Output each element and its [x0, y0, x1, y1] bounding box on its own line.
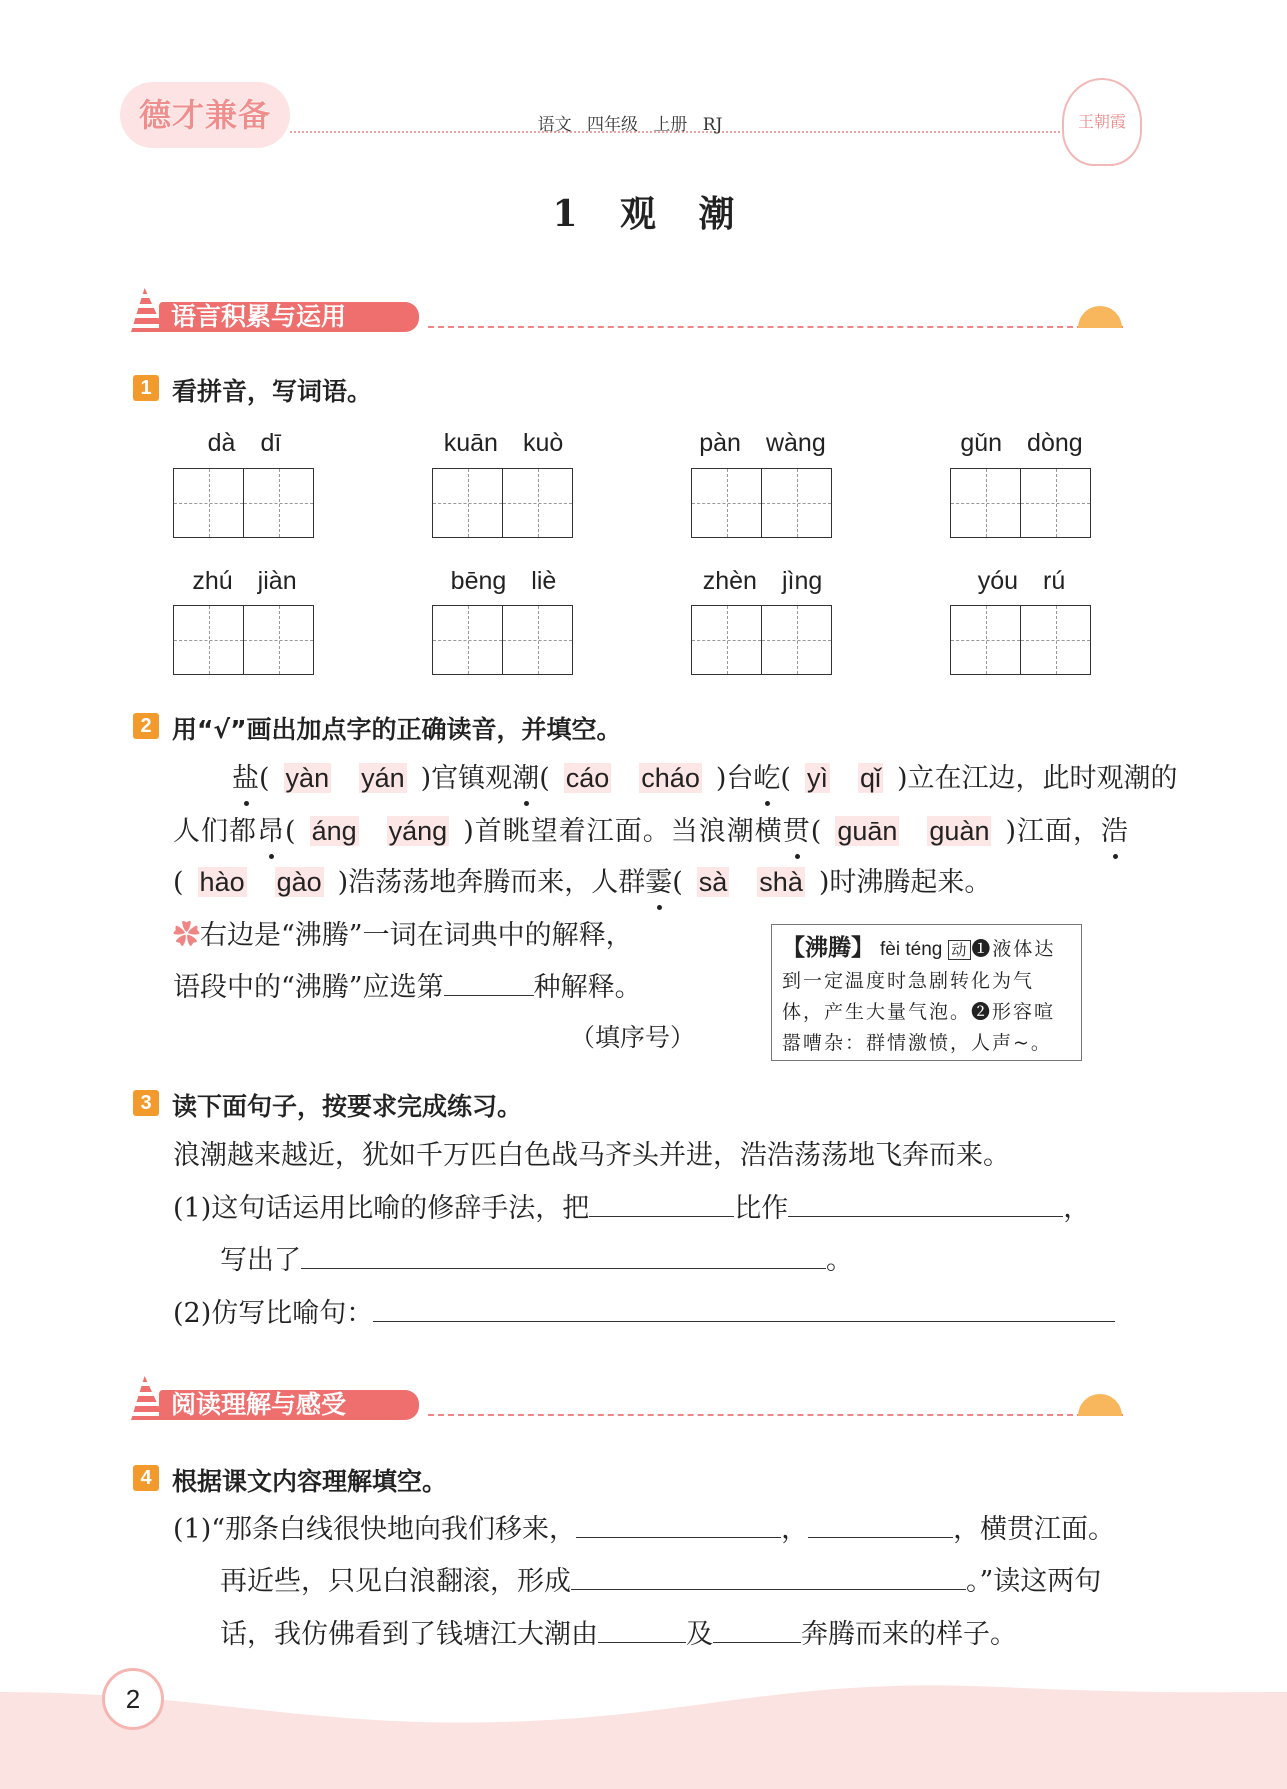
- answer-blank[interactable]: [808, 1511, 953, 1538]
- passage-text: (: [672, 867, 683, 898]
- dotted-character: 贯: [782, 816, 811, 847]
- pinyin-option[interactable]: yàn: [285, 763, 330, 793]
- dict-def-number: ❷: [971, 1001, 993, 1023]
- seal-logo: 王朝霞: [1062, 78, 1142, 166]
- brand-logo: 德才兼备: [120, 82, 290, 148]
- pinyin-label: kuān kuò: [443, 429, 564, 457]
- section-divider: [428, 326, 1123, 328]
- grid-cell[interactable]: [433, 606, 503, 674]
- sub-question-text: ，: [1063, 1193, 1091, 1224]
- sub-question-2: [173, 1295, 1115, 1332]
- pinyin-label: gǔn dòng: [960, 429, 1083, 457]
- answer-blank[interactable]: [788, 1190, 1063, 1217]
- sub-question-text: 。”读这两句: [966, 1566, 1102, 1597]
- pinyin-option[interactable]: cáo: [565, 763, 610, 793]
- pinyin-option[interactable]: guān: [837, 816, 898, 846]
- section-banner-2: [131, 1384, 423, 1420]
- dotted-character: 屹: [753, 763, 781, 794]
- dict-def-number: ❶: [971, 938, 993, 960]
- passage-text: )浩荡荡地奔腾而来，人群: [337, 867, 646, 898]
- sunset-icon: [1078, 306, 1122, 328]
- sub-question-1: [173, 1190, 1090, 1227]
- dotted-character: 潮: [512, 763, 540, 794]
- answer-blank[interactable]: [373, 1295, 1115, 1322]
- grid-cell[interactable]: [503, 469, 572, 537]
- sub-question-text: ，横贯江面。: [953, 1514, 1116, 1545]
- page-title: 1 观 潮: [552, 193, 735, 235]
- pinyin-option[interactable]: gào: [276, 867, 322, 897]
- pinyin-option[interactable]: shà: [759, 867, 803, 897]
- writing-grid[interactable]: [432, 605, 573, 675]
- passage-text: )台: [715, 763, 754, 794]
- writing-grid[interactable]: [691, 605, 832, 675]
- pinyin-option[interactable]: yì: [806, 763, 828, 793]
- dotted-character: 霎: [645, 867, 673, 898]
- passage-text: (: [539, 763, 550, 794]
- passage-text: (: [810, 816, 822, 847]
- pinyin-option[interactable]: hào: [199, 867, 245, 897]
- sub-question-text: 比作: [734, 1193, 789, 1224]
- sub-question-text: 再近些，只见白浪翻滚，形成: [220, 1566, 571, 1597]
- question-prompt: 看拼音，写词语。: [172, 377, 373, 406]
- question-prompt: 读下面句子，按要求完成练习。: [172, 1092, 523, 1121]
- pinyin-label: dà dī: [207, 429, 282, 457]
- section-title: 阅读理解与感受: [159, 1390, 419, 1420]
- question-prompt: 用“√”画出加点字的正确读音，并填空。: [172, 715, 622, 744]
- dotted-character: 盐: [232, 763, 259, 794]
- question-number: 1: [133, 375, 159, 401]
- passage-line: [173, 864, 991, 901]
- passage-line: [232, 760, 1178, 797]
- footer-wave: [0, 1682, 1287, 1789]
- answer-blank[interactable]: [576, 1511, 781, 1538]
- grid-cell[interactable]: [244, 606, 313, 674]
- pinyin-option[interactable]: guàn: [929, 816, 990, 846]
- pinyin-option[interactable]: cháo: [641, 763, 700, 793]
- sentence-text: 浪潮越来越近，犹如千万匹白色战马齐头并进，浩浩荡荡地飞奔而来。: [173, 1140, 1010, 1171]
- dict-pos-tag: 动: [948, 940, 971, 960]
- sub-question-text: 奔腾而来的样子。: [801, 1619, 1017, 1650]
- sub-question-text: 语段中的“沸腾”应选第: [173, 972, 444, 1003]
- sub-question-text: 右边是“沸腾”一词在词典中的解释，: [200, 920, 633, 951]
- writing-grid[interactable]: [173, 605, 314, 675]
- passage-text: )立在江边，此时观潮的: [896, 763, 1178, 794]
- q4-line-1: [173, 1511, 1115, 1548]
- grid-cell[interactable]: [433, 469, 503, 537]
- grid-cell[interactable]: [1021, 469, 1090, 537]
- q4-line-3: [220, 1616, 1017, 1653]
- dictionary-box: [771, 924, 1082, 1061]
- header-info: 语文 四年级 上册 RJ: [537, 115, 723, 135]
- question-prompt: 根据课文内容理解填空。: [172, 1467, 448, 1496]
- page-number: 2: [102, 1668, 164, 1730]
- sub-question-text: 。: [826, 1245, 853, 1276]
- passage-line: [173, 813, 1128, 850]
- sub-question-text: 及: [686, 1619, 713, 1650]
- pinyin-label: bēng liè: [450, 567, 557, 595]
- sub-question-text: (2)仿写比喻句：: [173, 1298, 374, 1329]
- grid-cell[interactable]: [951, 469, 1021, 537]
- pinyin-option[interactable]: sà: [698, 867, 728, 897]
- question-number: 2: [133, 713, 159, 739]
- sub-question-line2: [173, 969, 642, 1006]
- passage-text: (: [285, 816, 296, 847]
- grid-cell[interactable]: [174, 606, 244, 674]
- hint-text: （填序号）: [570, 1023, 696, 1052]
- dict-headword: 【沸腾】: [782, 935, 874, 961]
- answer-blank[interactable]: [444, 969, 534, 996]
- grid-cell[interactable]: [692, 606, 762, 674]
- passage-text: )官镇观: [420, 763, 513, 794]
- sunset-icon: [1078, 1394, 1122, 1416]
- pinyin-option[interactable]: áng: [311, 816, 357, 846]
- passage-text: (: [259, 763, 270, 794]
- answer-blank[interactable]: [301, 1242, 826, 1269]
- writing-grid[interactable]: [173, 468, 314, 538]
- grid-cell[interactable]: [503, 606, 572, 674]
- question-number: 3: [133, 1090, 159, 1116]
- passage-text: 人们都: [173, 816, 258, 847]
- pinyin-option[interactable]: qǐ: [859, 763, 881, 793]
- section-title: 语言积累与运用: [159, 302, 419, 332]
- writing-grid[interactable]: [950, 605, 1091, 675]
- flower-icon: ✿: [173, 920, 200, 951]
- passage-text: (: [780, 763, 791, 794]
- passage-text: )时沸腾起来。: [818, 867, 992, 898]
- answer-blank[interactable]: [571, 1563, 966, 1590]
- passage-text: )江面，: [1005, 816, 1102, 847]
- sub-question-text: 写出了: [220, 1245, 301, 1276]
- pinyin-label: pàn wàng: [699, 429, 826, 457]
- answer-blank[interactable]: [713, 1616, 801, 1643]
- grid-cell[interactable]: [762, 469, 831, 537]
- dotted-character: 昂: [257, 816, 286, 847]
- dict-definition: 液体达到一定温度时急剧转化为气体，产生大量气泡。: [782, 938, 1056, 1023]
- q4-line-2: [220, 1563, 1101, 1600]
- sub-question-1-cont: [220, 1242, 853, 1279]
- sub-question: [173, 918, 633, 954]
- answer-blank[interactable]: [589, 1190, 734, 1217]
- writing-grid[interactable]: [950, 468, 1091, 538]
- dotted-character: 浩: [1101, 816, 1129, 847]
- sub-question-text: 话，我仿佛看到了钱塘江大潮由: [220, 1619, 598, 1650]
- grid-cell[interactable]: [762, 606, 831, 674]
- pinyin-label: zhèn jìng: [702, 567, 823, 595]
- passage-text: )首眺望着江面。当浪潮横: [463, 816, 783, 847]
- pinyin-label: zhú jiàn: [192, 567, 297, 595]
- grid-cell[interactable]: [692, 469, 762, 537]
- sub-question-text: ，: [781, 1514, 809, 1545]
- section-divider: [428, 1414, 1123, 1416]
- dict-pinyin: fèi téng: [880, 939, 943, 960]
- pinyin-option[interactable]: yán: [361, 763, 405, 793]
- answer-blank[interactable]: [598, 1616, 686, 1643]
- sub-question-text: (1)这句话运用比喻的修辞手法，把: [173, 1193, 590, 1224]
- sub-question-text: (1)“那条白线很快地向我们移来，: [173, 1514, 577, 1545]
- sub-question-text: 种解释。: [533, 972, 642, 1003]
- passage-text: (: [173, 867, 184, 898]
- section-banner-1: [131, 296, 423, 332]
- writing-grid[interactable]: [691, 468, 832, 538]
- question-number: 4: [133, 1465, 159, 1491]
- writing-grid[interactable]: [432, 468, 573, 538]
- pinyin-label: yóu rú: [977, 567, 1066, 595]
- dict-definition: 形容喧嚣嘈杂：群情激愤，人声~。: [782, 1001, 1056, 1054]
- grid-cell[interactable]: [174, 469, 244, 537]
- grid-cell[interactable]: [1021, 606, 1090, 674]
- grid-cell[interactable]: [244, 469, 313, 537]
- pinyin-option[interactable]: yáng: [388, 816, 448, 846]
- grid-cell[interactable]: [951, 606, 1021, 674]
